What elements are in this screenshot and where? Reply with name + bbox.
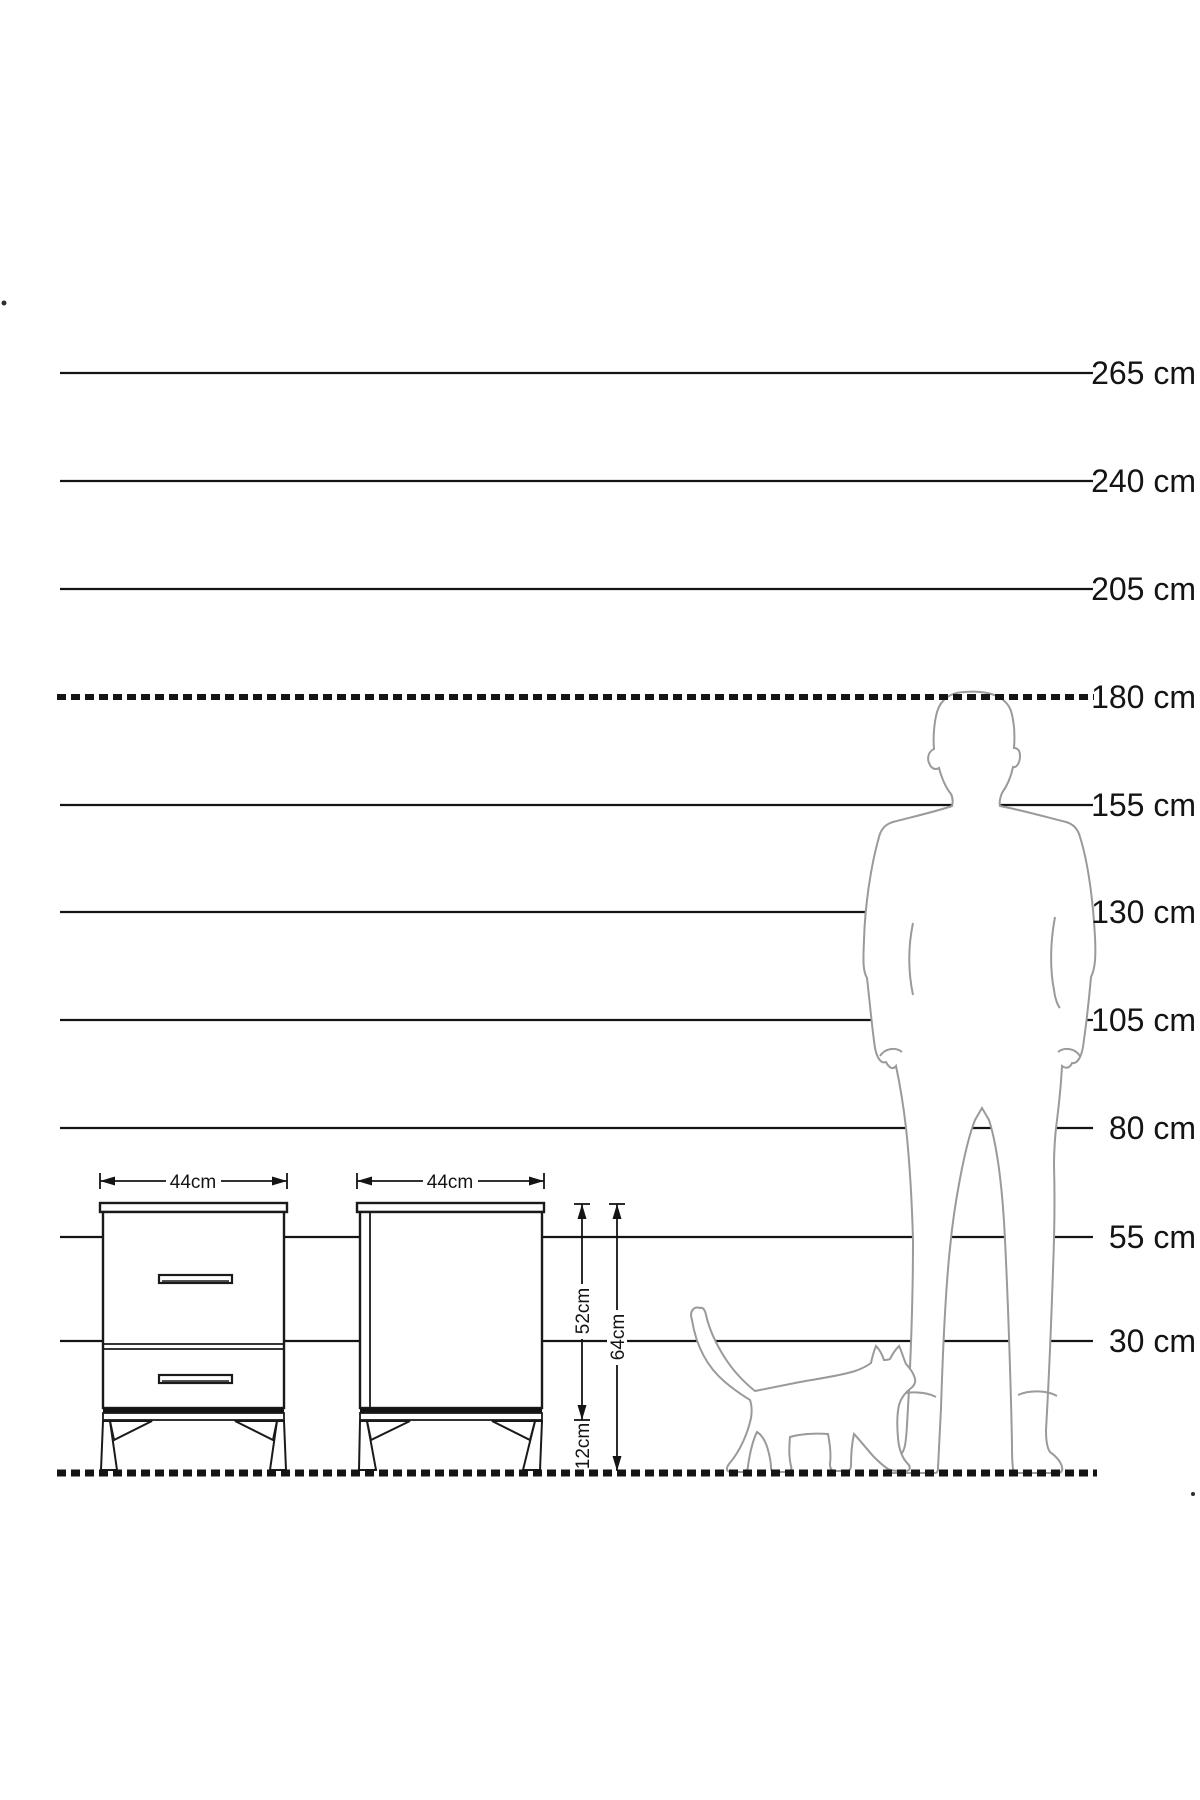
side-plinth [360,1413,542,1420]
scale-label-240: 240 cm [1091,463,1196,499]
leg-height-label: 12cm [573,1422,594,1470]
front-drawer-handle-top [159,1275,232,1283]
nightstand-side-view [357,1203,544,1470]
cat-silhouette [691,1308,915,1472]
front-legs [101,1421,286,1470]
leg-height-dimension [572,1422,594,1471]
side-legs [359,1421,542,1470]
height-scale-labels [1091,355,1196,1359]
speck-top-left [2,301,7,306]
scale-label-180: 180 cm [1091,679,1196,715]
cat-outline [691,1308,915,1472]
arrowhead [613,1456,622,1471]
arrowhead [578,1204,587,1219]
arrowhead [613,1204,622,1219]
arrowhead [272,1177,287,1186]
scale-label-105: 105 cm [1091,1002,1196,1038]
front-plinth [103,1413,284,1420]
scale-label-30: 30 cm [1108,1323,1196,1359]
scale-label-265: 265 cm [1091,355,1196,391]
total-height-dimension [607,1204,629,1471]
arrowhead [529,1177,544,1186]
arrowhead [357,1177,372,1186]
width-dimension-front [100,1172,287,1193]
total-height-label: 64cm [608,1313,629,1361]
scale-label-55: 55 cm [1108,1219,1196,1255]
scale-label-130: 130 cm [1091,894,1196,930]
side-body [360,1212,542,1408]
speck-bottom-right [1191,1492,1195,1496]
side-top-cap [357,1203,544,1212]
body-height-label: 52cm [573,1287,594,1335]
width-dimension-side [357,1172,544,1193]
scale-label-80: 80 cm [1108,1110,1196,1146]
arrowhead [578,1405,587,1420]
scale-label-205: 205 cm [1091,571,1196,607]
nightstand-front-view [100,1203,287,1470]
front-top-cap [100,1203,287,1212]
side-width-label: 44cm [426,1172,474,1193]
arrowhead [100,1177,115,1186]
front-width-label: 44cm [169,1172,217,1193]
scale-label-155: 155 cm [1091,787,1196,823]
front-drawer-handle-bottom [159,1375,232,1383]
